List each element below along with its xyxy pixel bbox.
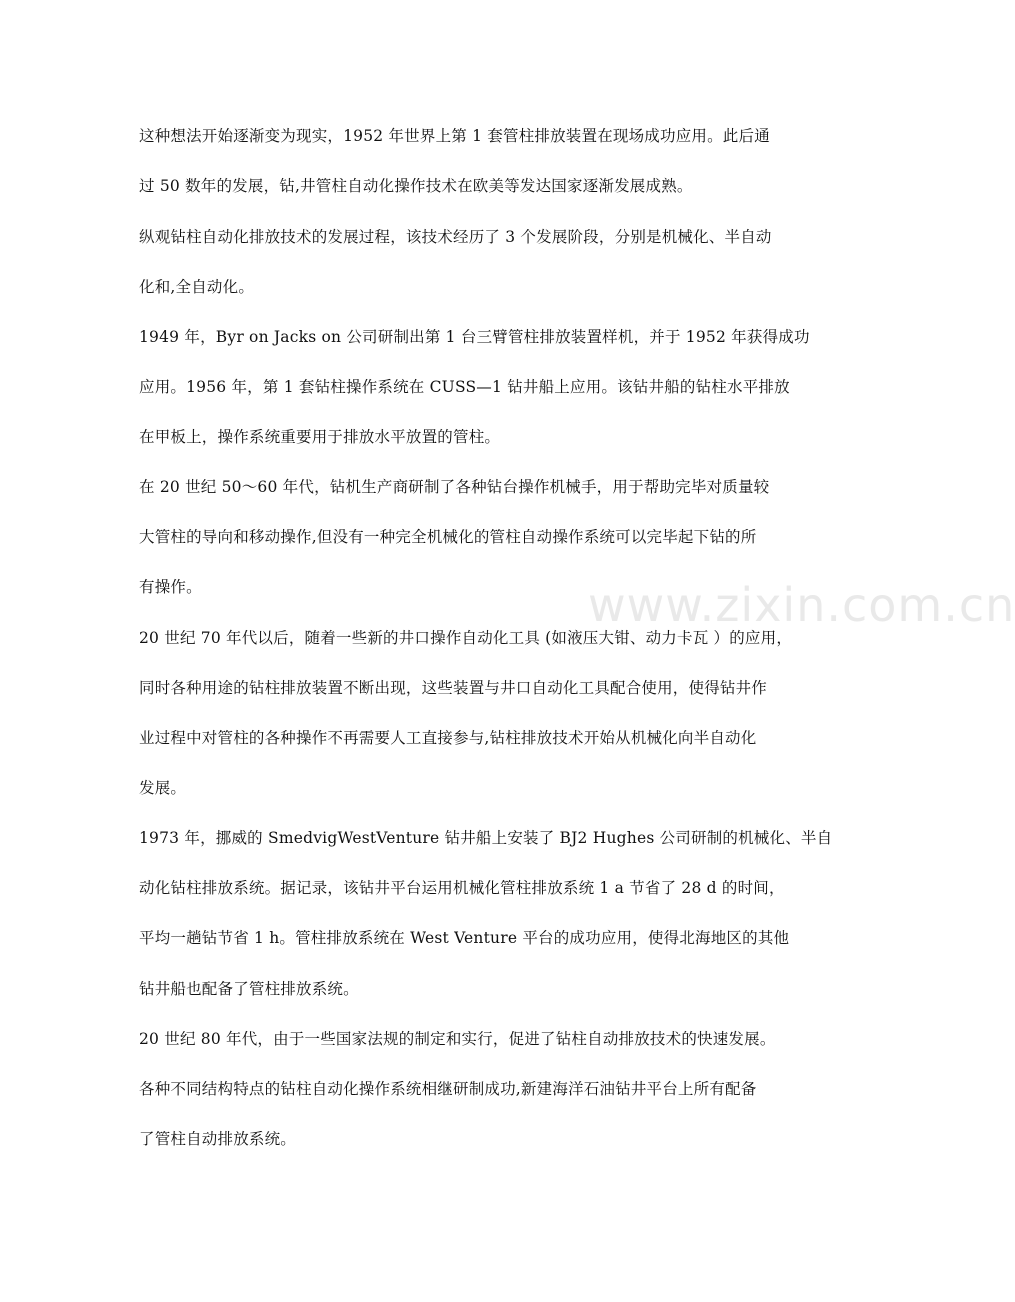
text-line: 应用。1956 年，第 1 套钻柱操作系统在 CUSS—1 钻井船上应用。该钻井船的钻柱水平排放: [139, 378, 790, 396]
text-line: 化和,全自动化。: [139, 278, 255, 296]
text-line: 在甲板上，操作系统重要用于排放水平放置的管柱。: [139, 428, 501, 446]
text-line: 业过程中对管柱的各种操作不再需要人工直接参与,钻柱排放技术开始从机械化向半自动化: [139, 729, 757, 747]
text-line: 发展。: [139, 779, 187, 797]
text-line: 大管柱的导向和移动操作,但没有一种完全机械化的管柱自动操作系统可以完毕起下钻的所: [139, 528, 757, 546]
text-line: 平均一趟钻节省 1 h。管柱排放系统在 West Venture 平台的成功应用，使得北海地区的其他: [139, 929, 790, 947]
text-line: 动化钻柱排放系统。据记录，该钻井平台运用机械化管柱排放系统 1 a 节省了 28 d 的时间，: [139, 879, 785, 897]
text-line: 1949 年，Byr on Jacks on 公司研制出第 1 台三臂管柱排放装置样机，并于 1952 年获得成功: [139, 328, 810, 346]
text-line: 20 世纪 70 年代以后，随着一些新的井口操作自动化工具 (如液压大钳、动力卡瓦 ）的应用，: [139, 629, 793, 647]
text-line: 在 20 世纪 50～60 年代，钻机生产商研制了各种钻台操作机械手，用于帮助完毕对质量较: [139, 478, 770, 496]
text-line: 各种不同结构特点的钻柱自动化操作系统相继研制成功,新建海洋石油钻井平台上所有配备: [139, 1080, 757, 1098]
text-line: 这种想法开始逐渐变为现实，1952 年世界上第 1 套管柱排放装置在现场成功应用。此后通: [139, 127, 770, 145]
text-line: 同时各种用途的钻柱排放装置不断出现，这些装置与井口自动化工具配合使用，使得钻井作: [139, 679, 768, 697]
text-line: 1973 年，挪威的 SmedvigWestVenture 钻井船上安装了 BJ2 Hughes 公司研制的机械化、半自: [139, 829, 833, 847]
text-line: 钻井船也配备了管柱排放系统。: [139, 980, 359, 998]
text-line: 20 世纪 80 年代，由于一些国家法规的制定和实行，促进了钻柱自动排放技术的快速发展。: [139, 1030, 776, 1048]
text-line: 纵观钻柱自动化排放技术的发展过程，该技术经历了 3 个发展阶段，分别是机械化、半自动: [139, 228, 772, 246]
text-line: 有操作。: [139, 578, 202, 596]
watermark: www.zixin.com.cn: [588, 578, 1015, 632]
text-line: 了管柱自动排放系统。: [139, 1130, 297, 1148]
text-line: 过 50 数年的发展，钻,井管柱自动化操作技术在欧美等发达国家逐渐发展成熟。: [139, 177, 693, 195]
